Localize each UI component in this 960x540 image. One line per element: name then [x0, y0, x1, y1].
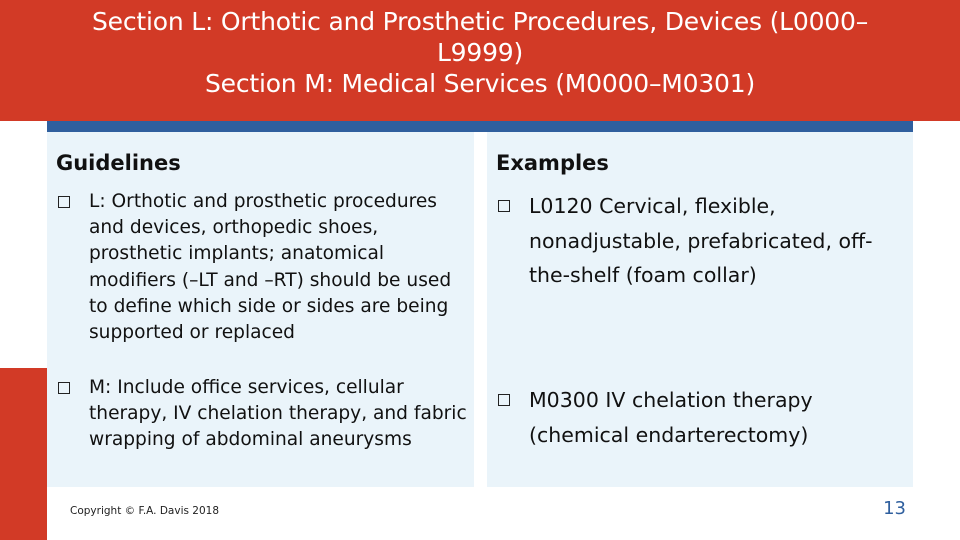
slide-title-line-2: L9999) [436, 38, 524, 67]
guideline-item-text: M: Include office services, cellular therapy, IV chelation therapy, and fabric wrapping of abdominal aneurysms [89, 377, 467, 451]
guideline-item-l [58, 189, 468, 346]
example-item-text: L0120 Cervical, flexible, nonadjustable, prefabricated, off-the-shelf (foam collar) [529, 194, 873, 287]
square-bullet-icon [58, 382, 70, 394]
examples-panel [487, 132, 913, 487]
accent-rule [47, 121, 913, 132]
examples-heading: Examples [496, 151, 609, 175]
square-bullet-icon [498, 394, 510, 406]
guideline-item-m [58, 375, 468, 454]
slide-number: 13 [883, 498, 906, 519]
slide-title-line-3: Section M: Medical Services (M0000–M0301) [204, 69, 756, 98]
example-item-l0120 [498, 189, 908, 293]
copyright-notice: Copyright © F.A. Davis 2018 [70, 505, 220, 517]
slide-title [0, 6, 960, 99]
title-bar [0, 0, 960, 121]
guidelines-heading: Guidelines [56, 151, 181, 175]
guidelines-panel [47, 132, 474, 487]
example-item-text: M0300 IV chelation therapy (chemical endarterectomy) [529, 388, 813, 447]
example-item-m0300 [498, 383, 908, 452]
slide-title-line-1: Section L: Orthotic and Prosthetic Procedures, Devices (L0000– [91, 7, 868, 36]
square-bullet-icon [498, 200, 510, 212]
guideline-item-text: L: Orthotic and prosthetic procedures and devices, orthopedic shoes, prosthetic implants; anatomical modifiers (–LT and –RT) should be used to define which side or sides are being supported or replaced [89, 191, 452, 344]
square-bullet-icon [58, 196, 70, 208]
left-accent-stripe [0, 368, 47, 540]
